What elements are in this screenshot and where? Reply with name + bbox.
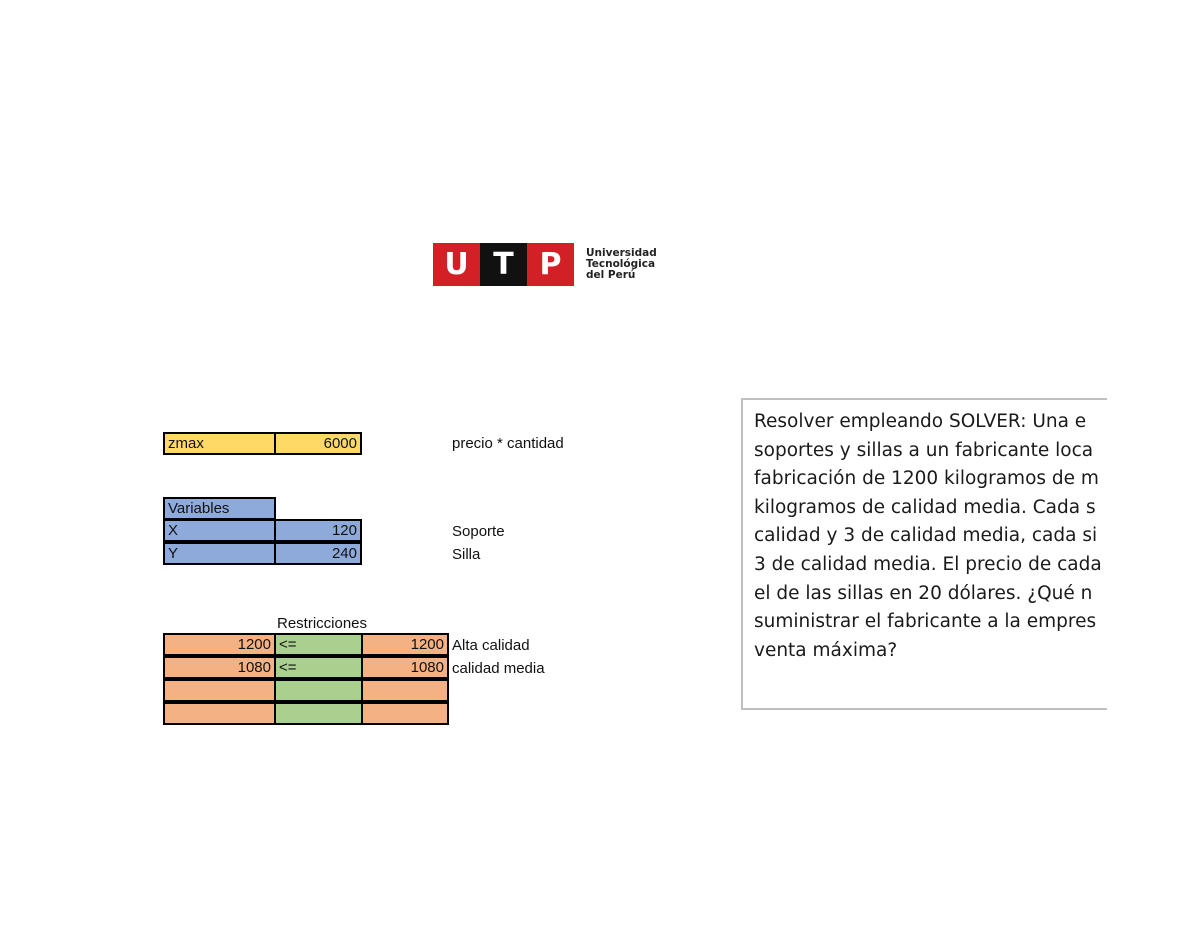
page-right-clip <box>1107 390 1200 720</box>
variable-y-note: Silla <box>452 546 481 563</box>
constraint-3-lhs-cell[interactable] <box>163 679 276 702</box>
constraint-3-op-cell[interactable] <box>274 679 363 702</box>
variables-header-cell[interactable]: Variables <box>163 497 276 520</box>
problem-line-6: 3 de calidad media. El precio de cada <box>754 553 1102 575</box>
variable-x-note: Soporte <box>452 523 505 540</box>
constraint-2-rhs-cell[interactable]: 1080 <box>361 656 449 679</box>
problem-line-9: venta máxima? <box>754 639 898 661</box>
problem-line-4: kilogramos de calidad media. Cada s <box>754 496 1096 518</box>
constraint-4-lhs-cell[interactable] <box>163 702 276 725</box>
objective-note: precio * cantidad <box>452 435 564 452</box>
constraint-3-rhs-cell[interactable] <box>361 679 449 702</box>
constraint-4-op-cell[interactable] <box>274 702 363 725</box>
problem-line-2: soportes y sillas a un fabricante loca <box>754 439 1094 461</box>
problem-line-1: Resolver empleando SOLVER: Una e <box>754 411 1087 432</box>
problem-line-3: fabricación de 1200 kilogramos de m <box>754 468 1099 490</box>
variable-y-value-cell[interactable]: 240 <box>274 542 362 565</box>
variable-y-name-cell[interactable]: Y <box>163 542 276 565</box>
logo-line-2: Tecnológica <box>586 258 656 270</box>
logo-letter-p: P <box>527 243 574 286</box>
problem-textbox[interactable] <box>741 398 1121 710</box>
constraint-1-rhs-cell[interactable]: 1200 <box>361 633 449 656</box>
variable-x-name-cell[interactable]: X <box>163 519 276 542</box>
constraint-1-note: Alta calidad <box>452 637 530 654</box>
utp-logo <box>433 243 657 286</box>
constraint-1-op-cell[interactable]: <= <box>274 633 363 656</box>
constraint-2-lhs-cell[interactable]: 1080 <box>163 656 276 679</box>
constraint-2-op-cell[interactable]: <= <box>274 656 363 679</box>
problem-text <box>754 408 1121 665</box>
logo-wordmark <box>586 243 657 286</box>
logo-letter-u: U <box>433 243 480 286</box>
objective-label-cell[interactable]: zmax <box>163 432 276 455</box>
logo-line-3: del Perú <box>586 269 636 281</box>
objective-value-cell[interactable]: 6000 <box>274 432 362 455</box>
logo-letter-t: T <box>480 243 527 286</box>
constraint-2-note: calidad media <box>452 660 545 677</box>
problem-line-8: suministrar el fabricante a la empres <box>754 611 1097 633</box>
constraint-1-lhs-cell[interactable]: 1200 <box>163 633 276 656</box>
problem-line-7: el de las sillas en 20 dólares. ¿Qué n <box>754 582 1093 604</box>
problem-line-5: calidad y 3 de calidad media, cada si <box>754 525 1098 547</box>
variable-x-value-cell[interactable]: 120 <box>274 519 362 542</box>
constraint-4-rhs-cell[interactable] <box>361 702 449 725</box>
constraints-title: Restricciones <box>277 615 368 632</box>
logo-line-1: Universidad <box>586 247 657 259</box>
